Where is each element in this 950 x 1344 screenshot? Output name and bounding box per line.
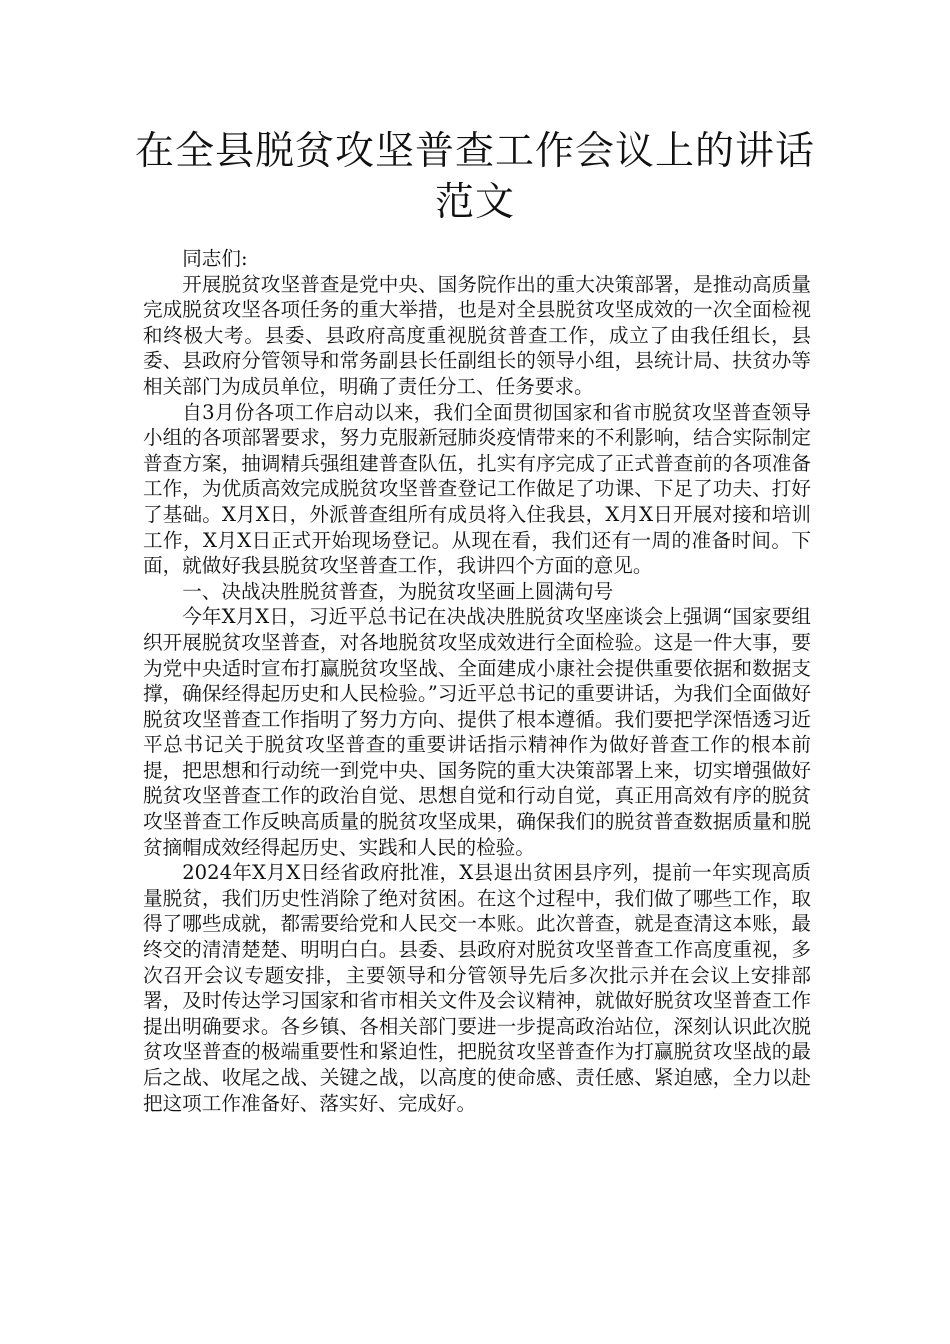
- paragraph: 开展脱贫攻坚普查是党中央、国务院作出的重大决策部署，是推动高质量完成脱贫攻坚各项任务的重大举措，也是对全县脱贫攻坚成效的一次全面检视和终极大考。县委、县政府高度重视脱贫普查工作，成立了由我任组长，县委、县政府分管领导和常务副县长任副组长的领导小组，县统计局、扶贫办等相关部门为成员单位，明确了责任分工、任务要求。: [143, 272, 811, 398]
- document-title: [110, 126, 840, 228]
- title-line-1: 在全县脱贫攻坚普查工作会议上的讲话: [134, 129, 815, 174]
- title-line-2: 范文: [434, 180, 515, 225]
- salutation: 同志们:: [182, 247, 248, 270]
- paragraph: 自3月份各项工作启动以来，我们全面贯彻国家和省市脱贫攻坚普查领导小组的各项部署要求，努力克服新冠肺炎疫情带来的不利影响，结合实际制定普查方案，抽调精兵强组建普查队伍，扎实有序完成了正式普查前的各项准备工作，为优质高效完成脱贫攻坚普查登记工作做足了功课、下足了功夫、打好了基础。X月X日，外派普查组所有成员将入住我县，X月X日开展对接和培训工作，X月X日正式开始现场登记。从现在看，我们还有一周的准备时间。下面，就做好我县脱贫攻坚普查工作，我讲四个方面的意见。: [143, 400, 811, 578]
- document-body: [143, 246, 811, 1116]
- paragraph: 今年X月X日，习近平总书记在决战决胜脱贫攻坚座谈会上强调“国家要组织开展脱贫攻坚普查，对各地脱贫攻坚成效进行全面检验。这是一件大事，要为党中央适时宣布打赢脱贫攻坚战、全面建成小康社会提供重要依据和数据支撑，确保经得起历史和人民检验。”习近平总书记的重要讲话，为我们全面做好脱贫攻坚普查工作指明了努力方向、提供了根本遵循。我们要把学深悟透习近平总书记关于脱贫攻坚普查的重要讲话指示精神作为做好普查工作的根本前提，把思想和行动统一到党中央、国务院的重大决策部署上来，切实增强做好脱贫攻坚普查工作的政治自觉、思想自觉和行动自觉，真正用高效有序的脱贫攻坚普查工作反映高质量的脱贫攻坚成果，确保我们的脱贫普查数据质量和脱贫摘帽成效经得起历史、实践和人民的检验。: [143, 605, 811, 859]
- section-heading: 一、决战决胜脱贫普查，为脱贫攻坚画上圆满句号: [182, 579, 614, 603]
- paragraph: 2024年X月X日经省政府批准，X县退出贫困县序列，提前一年实现高质量脱贫，我们历史性消除了绝对贫困。在这个过程中，我们做了哪些工作，取得了哪些成就，都需要给党和人民交一本账。此次普查，就是查清这本账，最终交的清清楚楚、明明白白。县委、县政府对脱贫攻坚普查工作高度重视，多次召开会议专题安排，主要领导和分管领导先后多次批示并在会议上安排部署，及时传达学习国家和省市相关文件及会议精神，就做好脱贫攻坚普查工作提出明确要求。各乡镇、各相关部门要进一步提高政治站位，深刻认识此次脱贫攻坚普查的极端重要性和紧迫性，把脱贫攻坚普查作为打赢脱贫攻坚战的最后之战、收尾之战、关键之战，以高度的使命感、责任感、紧迫感，全力以赴把这项工作准备好、落实好、完成好。: [143, 861, 811, 1115]
